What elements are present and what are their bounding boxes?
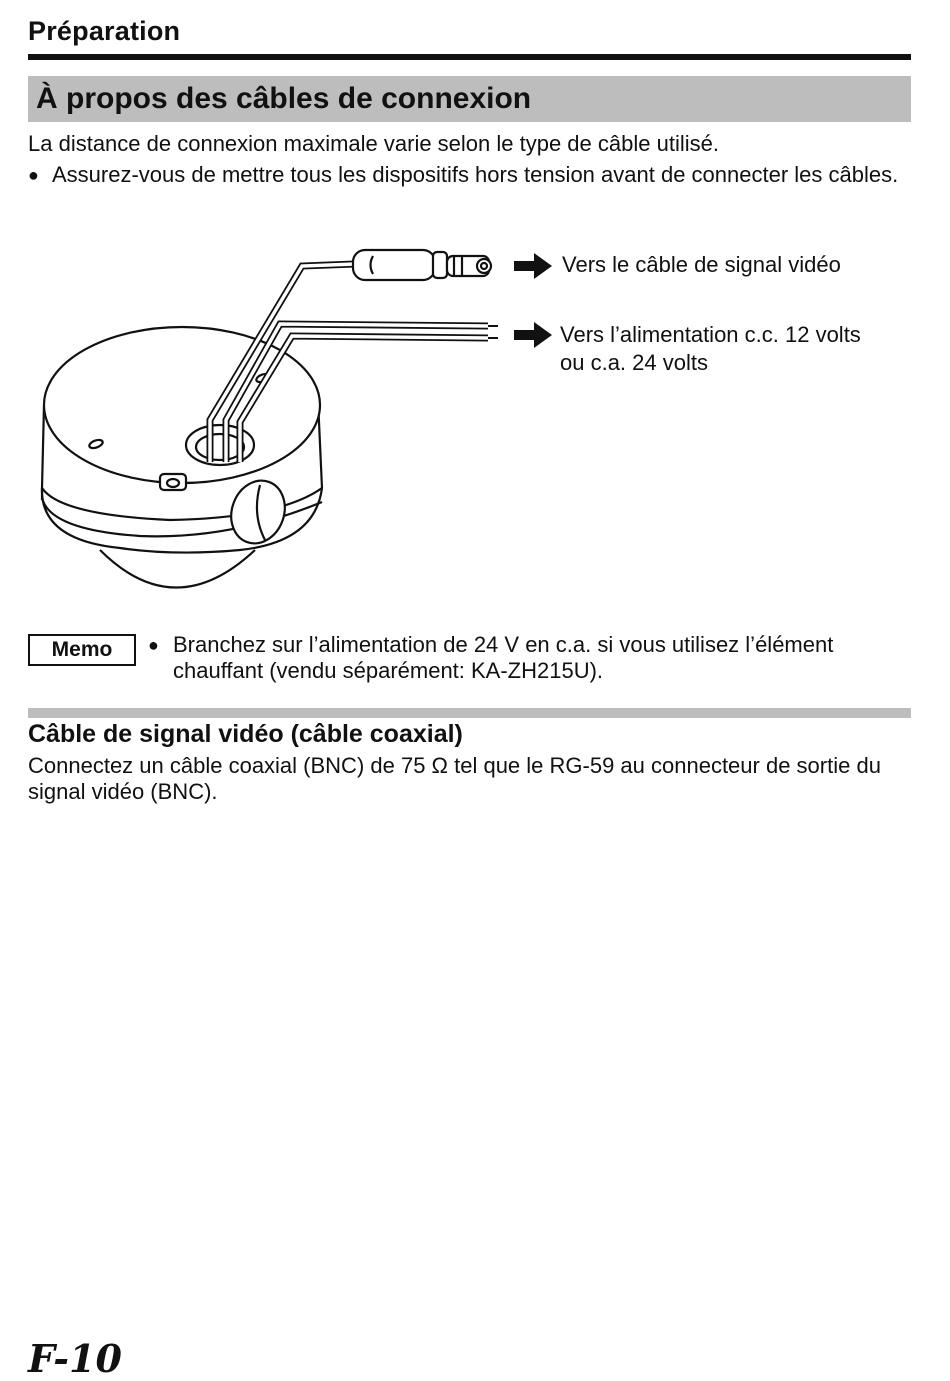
section-title-bar xyxy=(28,76,911,122)
caution-text: Assurez-vous de mettre tous les dispositifs hors tension avant de connecter les câbles. xyxy=(52,162,899,187)
intro-paragraph: La distance de connexion maximale varie selon le type de câble utilisé. xyxy=(28,131,719,156)
arrow-right-icon xyxy=(514,322,554,348)
callout-video: Vers le câble de signal vidéo xyxy=(562,252,841,277)
subsection-rule xyxy=(28,708,911,718)
callout-power-line1: Vers l’alimentation c.c. 12 volts xyxy=(560,322,861,347)
page-header: Préparation xyxy=(28,16,181,46)
subsection-text: Connectez un câble coaxial (BNC) de 75 Ω tel que le RG-59 au connecteur de sortie du signal vidéo (BNC). xyxy=(28,753,881,804)
memo-badge: Memo xyxy=(28,634,136,666)
bnc-connector xyxy=(353,250,435,280)
section-title: À propos des câbles de connexion xyxy=(36,82,532,115)
callout-power xyxy=(560,321,861,377)
camera-cable-illustration xyxy=(30,230,510,610)
page-number: F-10 xyxy=(28,1336,122,1381)
dome-shape xyxy=(100,550,255,588)
memo-text: Branchez sur l’alimentation de 24 V en c.a. si vous utilisez l’élément chauffant (vendu séparément: KA-ZH215U). xyxy=(173,632,834,683)
bullet-dot-icon: ● xyxy=(148,635,159,655)
subsection-title: Câble de signal vidéo (câble coaxial) xyxy=(28,720,463,748)
camera-top xyxy=(44,327,320,483)
callout-power-line2: ou c.a. 24 volts xyxy=(560,350,708,375)
arrow-right-icon xyxy=(514,253,554,279)
header-rule xyxy=(28,54,911,60)
bullet-dot-icon: ● xyxy=(28,165,39,185)
